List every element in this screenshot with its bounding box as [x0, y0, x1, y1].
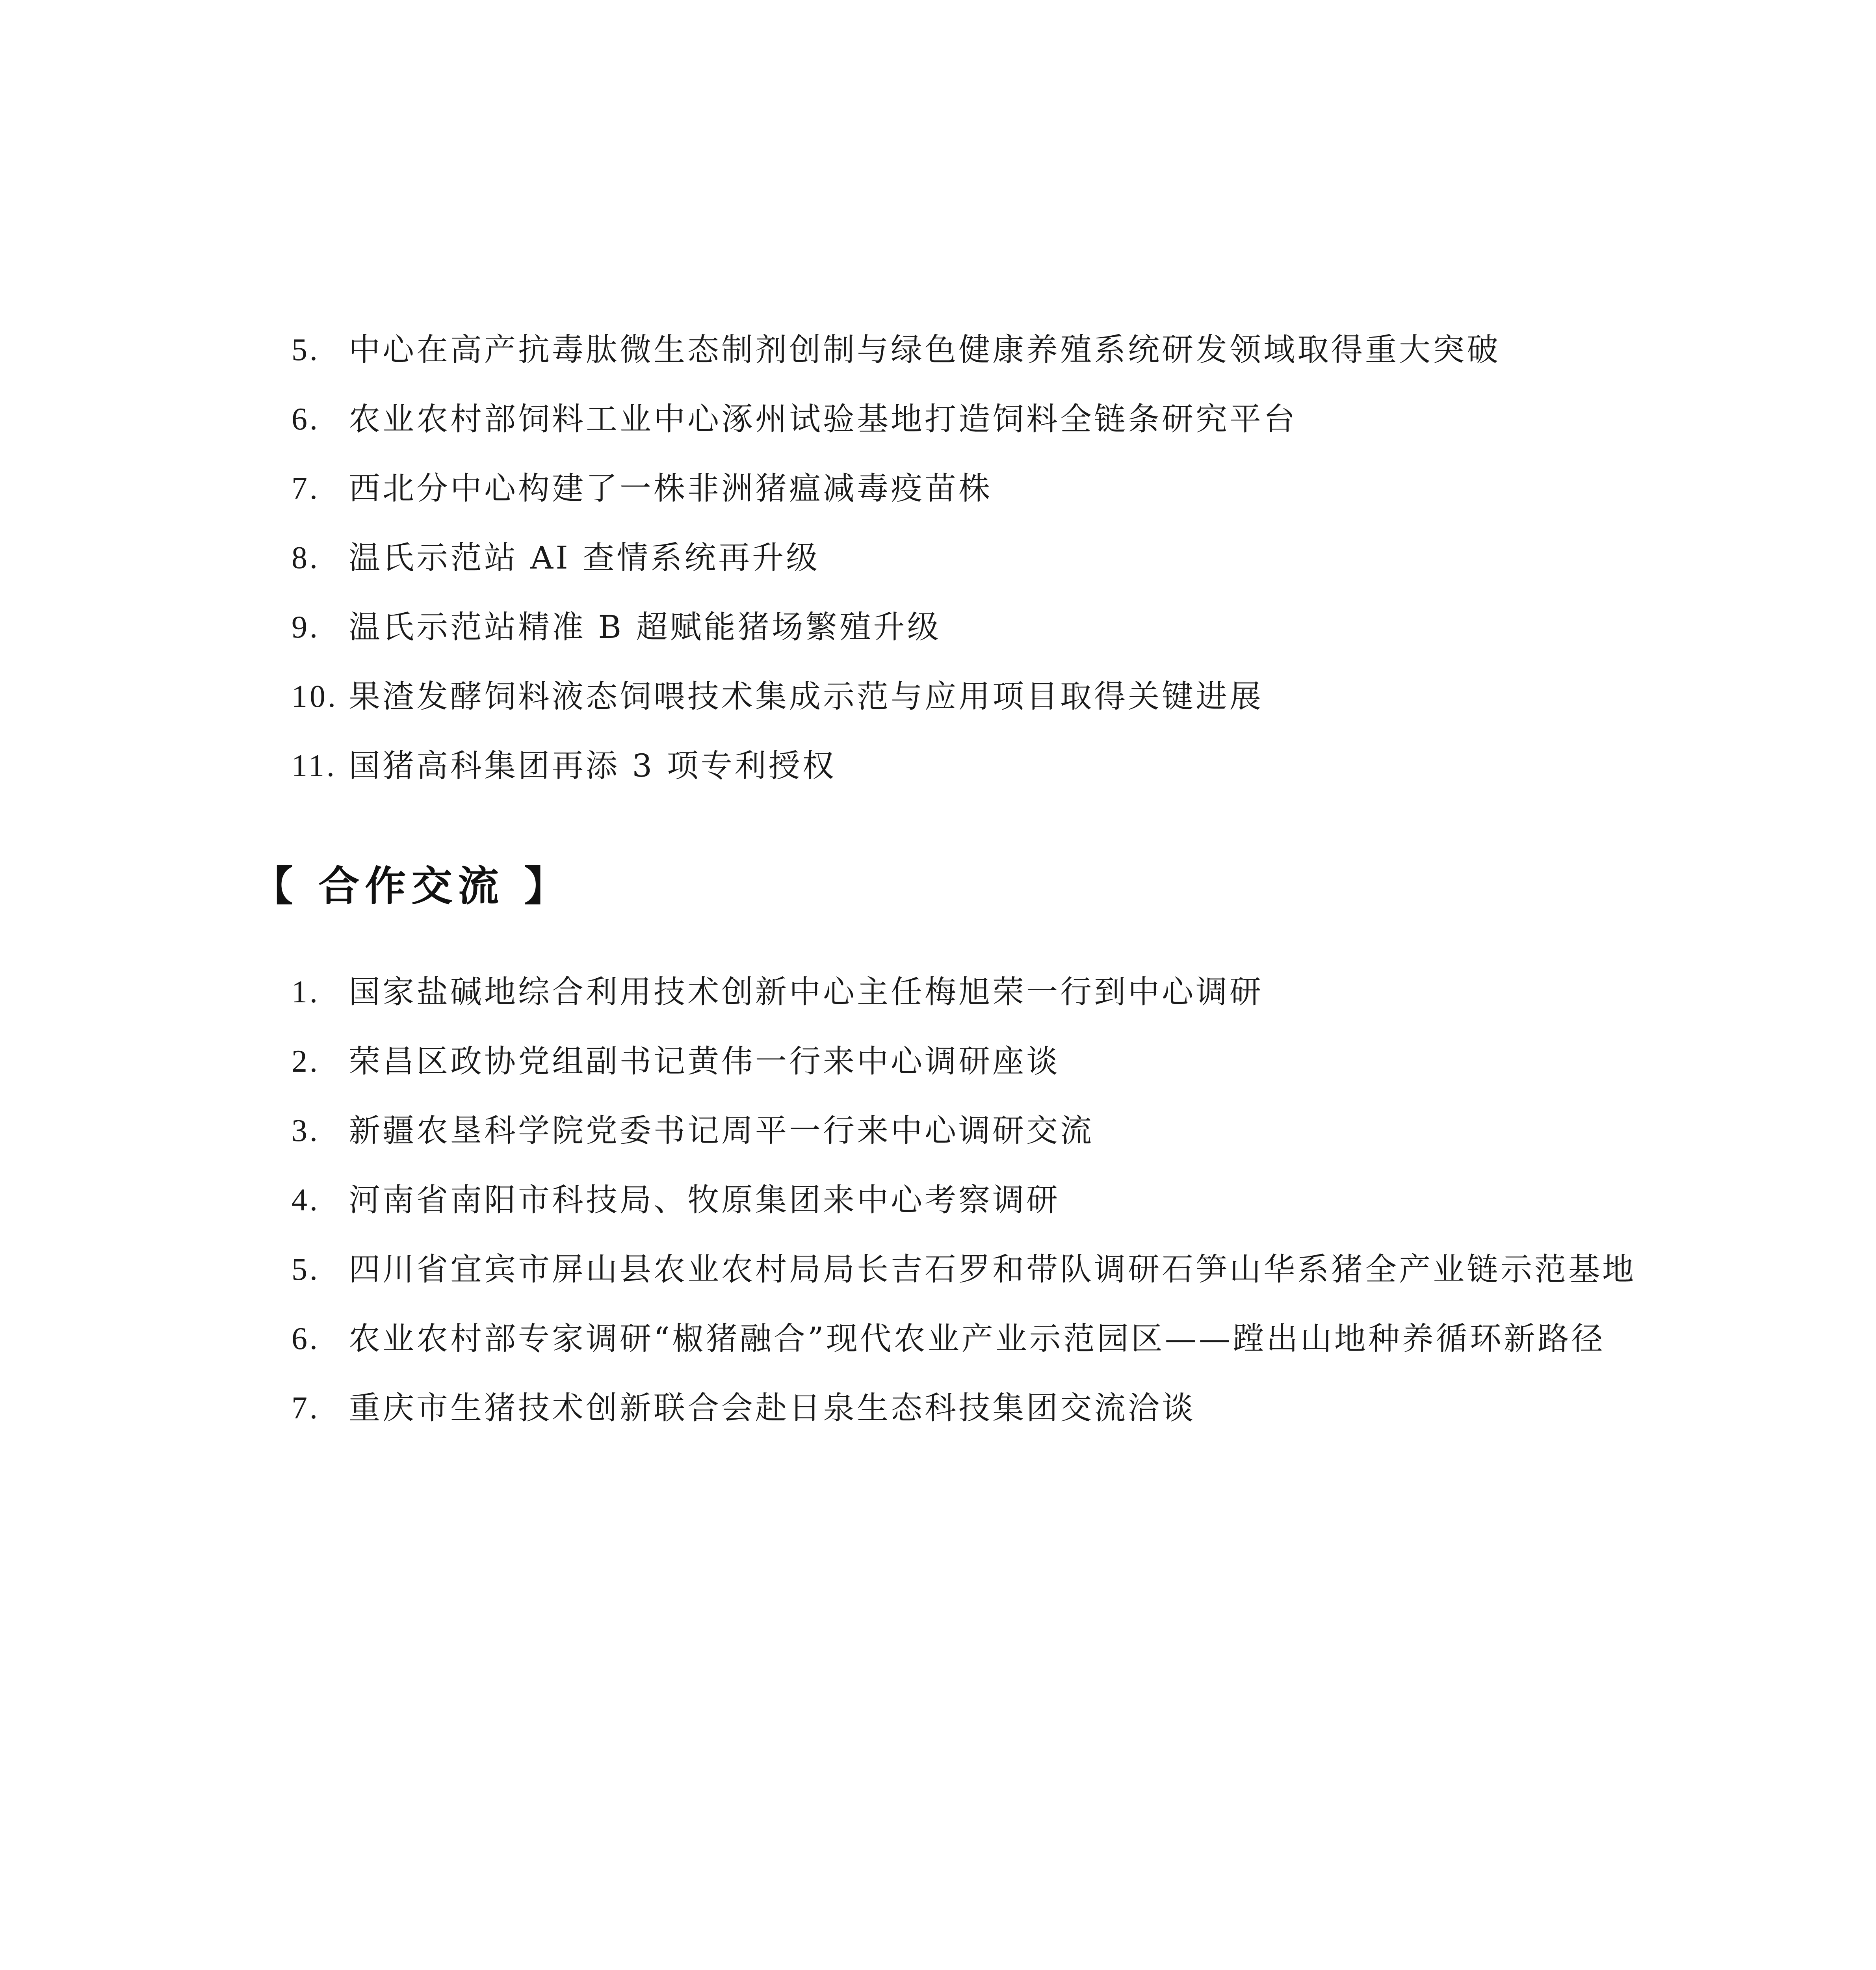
- item-title: 农业农村部饲料工业中心涿州试验基地打造饲料全链条研究平台: [349, 401, 1297, 437]
- item-title: 新疆农垦科学院党委书记周平一行来中心调研交流: [349, 1112, 1094, 1149]
- list-item[interactable]: [292, 1235, 1662, 1304]
- item-title: 国家盐碱地综合利用技术创新中心主任梅旭荣一行到中心调研: [349, 974, 1263, 1010]
- item-number: 7.: [292, 1391, 320, 1425]
- item-number: 11.: [292, 749, 337, 783]
- item-title: 河南省南阳市科技局、牧原集团来中心考察调研: [349, 1182, 1060, 1218]
- item-number: 6.: [292, 1321, 320, 1356]
- item-number: 1.: [292, 975, 320, 1009]
- item-title: 西北分中心构建了一株非洲猪瘟减毒疫苗株: [349, 470, 992, 507]
- item-title: 果渣发酵饲料液态饲喂技术集成示范与应用项目取得关键进展: [349, 678, 1263, 715]
- list-item[interactable]: [292, 523, 1662, 593]
- item-number: 8.: [292, 541, 320, 575]
- item-title: 温氏示范站 AI 查情系统再升级: [349, 539, 820, 576]
- item-title: 荣昌区政协党组副书记黄伟一行来中心调研座谈: [349, 1043, 1060, 1080]
- item-title: 四川省宜宾市屏山县农业农村局局长吉石罗和带队调研石笋山华系猪全产业链示范基地: [349, 1251, 1636, 1288]
- list-item[interactable]: [292, 315, 1662, 385]
- list-item[interactable]: [292, 1304, 1662, 1373]
- list-item[interactable]: [292, 662, 1662, 731]
- list-item[interactable]: [292, 454, 1662, 523]
- item-number: 10.: [292, 679, 338, 714]
- item-number: 5.: [292, 333, 320, 367]
- list-item[interactable]: [292, 385, 1662, 454]
- item-number: 7.: [292, 471, 320, 506]
- item-number: 2.: [292, 1044, 320, 1079]
- list-item[interactable]: [292, 1373, 1662, 1443]
- item-title: 中心在高产抗毒肽微生态制剂创制与绿色健康养殖系统研发领域取得重大突破: [349, 331, 1501, 368]
- list-item[interactable]: [292, 1096, 1662, 1165]
- news-list-bottom: [292, 957, 1662, 1443]
- item-number: 5.: [292, 1252, 320, 1287]
- item-number: 4.: [292, 1183, 320, 1217]
- item-number: 9.: [292, 610, 320, 645]
- item-title: 温氏示范站精准 B 超赋能猪场繁殖升级: [349, 609, 941, 645]
- list-item[interactable]: [292, 1027, 1662, 1096]
- list-item[interactable]: [292, 1165, 1662, 1235]
- list-item[interactable]: [292, 731, 1662, 801]
- list-item[interactable]: [292, 957, 1662, 1027]
- item-title: 国猪高科集团再添 3 项专利授权: [349, 747, 836, 784]
- item-number: 6.: [292, 402, 320, 437]
- list-item[interactable]: [292, 593, 1662, 662]
- news-list-top: [292, 315, 1662, 801]
- section-heading: 【 合作交流 】: [252, 862, 571, 910]
- item-number: 3.: [292, 1113, 320, 1148]
- item-title: 农业农村部专家调研“椒猪融合”现代农业产业示范园区——蹚出山地种养循环新路径: [349, 1320, 1605, 1357]
- item-title: 重庆市生猪技术创新联合会赴日泉生态科技集团交流洽谈: [349, 1390, 1196, 1426]
